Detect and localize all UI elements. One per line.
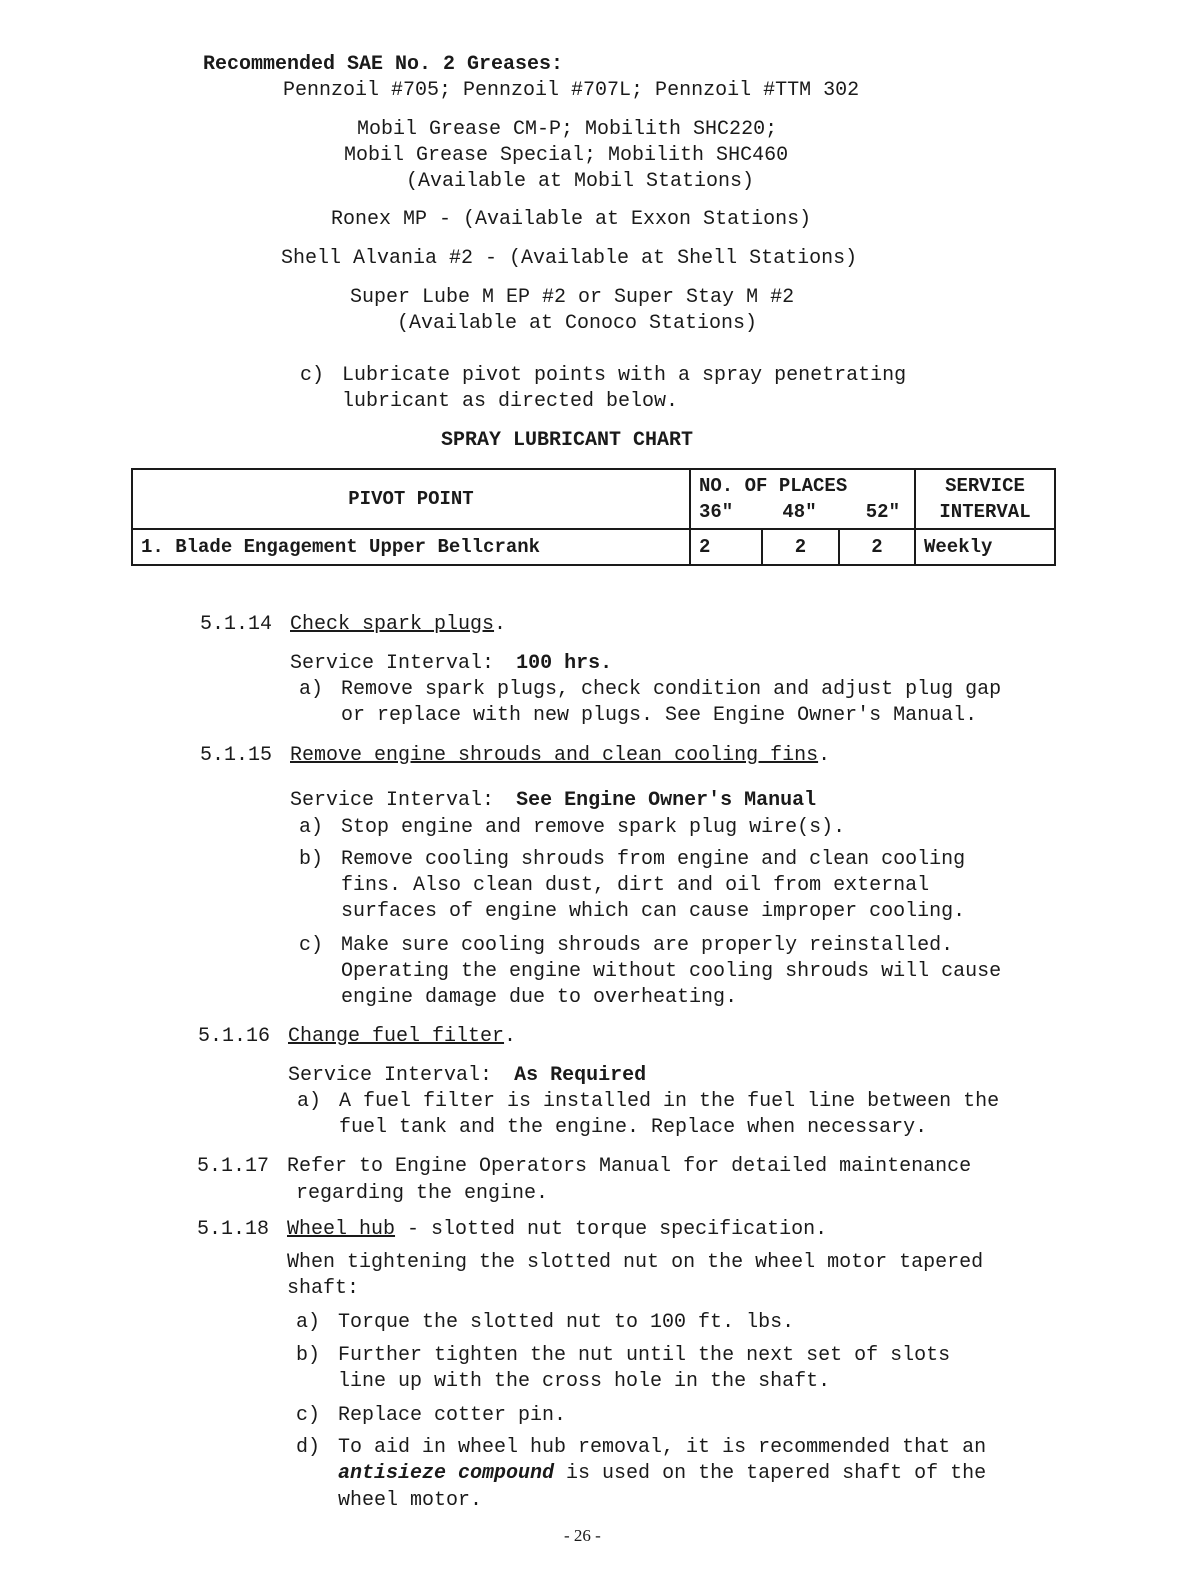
size-52: 52" [865, 501, 900, 523]
item-marker: a) [299, 816, 324, 839]
section-5-1-15-b-line3: surfaces of engine which can cause improper cooling. [341, 900, 966, 923]
section-5-1-15-interval [290, 788, 816, 814]
section-5-1-18-title-rest: - slotted nut torque specification. [395, 1218, 828, 1241]
section-5-1-15-b-line2: fins. Also clean dust, dirt and oil from external [341, 874, 930, 897]
interval-value: As Required [514, 1064, 647, 1087]
row-service-interval: Weekly [915, 529, 1055, 565]
table-row [132, 529, 1055, 565]
section-5-1-18-d-line2-rest: is used on the tapered shaft of the [554, 1462, 987, 1485]
section-5-1-18-a-line1: Torque the slotted nut to 100 ft. lbs. [338, 1311, 795, 1334]
item-marker: d) [296, 1436, 321, 1459]
section-5-1-18-d-line1: To aid in wheel hub removal, it is recommended that an [338, 1436, 987, 1459]
item-marker: c) [296, 1404, 321, 1427]
section-5-1-18-intro1: When tightening the slotted nut on the wheel motor tapered [287, 1251, 984, 1274]
section-5-1-17-line1: Refer to Engine Operators Manual for detailed maintenance [287, 1155, 972, 1178]
section-5-1-15-b-line1: Remove cooling shrouds from engine and clean cooling [341, 848, 966, 871]
size-36: 36" [699, 501, 734, 523]
header-service-line2: INTERVAL [939, 501, 1031, 523]
grease-pennzoil: Pennzoil #705; Pennzoil #707L; Pennzoil #TTM 302 [283, 79, 860, 102]
section-5-1-16-heading: Change fuel filter. [288, 1025, 517, 1048]
section-5-1-15-c-line1: Make sure cooling shrouds are properly reinstalled. [341, 934, 954, 957]
interval-label: Service Interval: [290, 652, 495, 675]
grease-heading: Recommended SAE No. 2 Greases: [203, 53, 564, 76]
grease-shell: Shell Alvania #2 - (Available at Shell Stations) [281, 247, 858, 270]
row-places-52: 2 [839, 529, 915, 565]
row-pivot-point: 1. Blade Engagement Upper Bellcrank [132, 529, 690, 565]
item-marker: b) [296, 1344, 321, 1367]
item-marker: a) [296, 1311, 321, 1334]
section-5-1-18-number: 5.1.18 [197, 1218, 270, 1241]
section-5-1-18-d-line2 [338, 1461, 986, 1487]
section-5-1-14-interval [290, 651, 612, 677]
header-sizes [699, 499, 906, 525]
grease-mobil-line1: Mobil Grease CM-P; Mobilith SHC220; [357, 118, 778, 141]
header-service-line1: SERVICE [945, 475, 1025, 497]
interval-label: Service Interval: [290, 789, 495, 812]
section-5-1-14-heading: Check spark plugs. [290, 613, 507, 636]
section-5-1-16-a-line1: A fuel filter is installed in the fuel line between the [339, 1090, 1000, 1113]
section-5-1-14-a-line1: Remove spark plugs, check condition and adjust plug gap [341, 678, 1002, 701]
page-number: - 26 - [564, 1526, 601, 1545]
section-5-1-16-interval [288, 1063, 646, 1089]
section-5-1-14-number: 5.1.14 [200, 613, 273, 636]
section-5-1-15-number: 5.1.15 [200, 744, 273, 767]
chart-header-row [132, 469, 1055, 529]
section-5-1-18-intro2: shaft: [287, 1277, 360, 1300]
grease-super-lube: Super Lube M EP #2 or Super Stay M #2 [350, 286, 795, 309]
section-5-1-14-a-line2: or replace with new plugs. See Engine Owner's Manual. [341, 704, 978, 727]
section-5-1-16-title: Change fuel filter [288, 1025, 505, 1048]
grease-mobil-availability: (Available at Mobil Stations) [406, 170, 755, 193]
section-5-1-15-c-line2: Operating the engine without cooling shrouds will cause [341, 960, 1002, 983]
header-places-label: NO. OF PLACES [699, 475, 848, 497]
size-48: 48" [782, 501, 817, 523]
section-5-1-18-c-line1: Replace cotter pin. [338, 1404, 567, 1427]
grease-conoco-availability: (Available at Conoco Stations) [397, 312, 758, 335]
item-marker: c) [299, 934, 324, 957]
section-5-1-18-b-line2: line up with the cross hole in the shaft. [338, 1370, 831, 1393]
section-5-1-18-b-line1: Further tighten the nut until the next set of slots [338, 1344, 951, 1367]
item-marker: a) [297, 1090, 322, 1113]
step-c-line1: Lubricate pivot points with a spray penetrating [342, 364, 907, 387]
section-5-1-16-number: 5.1.16 [198, 1025, 271, 1048]
header-no-of-places [690, 469, 915, 529]
section-5-1-16-a-line2: fuel tank and the engine. Replace when necessary. [339, 1116, 928, 1139]
section-5-1-17-number: 5.1.17 [197, 1155, 270, 1178]
step-c-line2: lubricant as directed below. [342, 390, 679, 413]
section-5-1-18-heading [287, 1217, 827, 1243]
section-5-1-15-c-line3: engine damage due to overheating. [341, 986, 738, 1009]
item-marker: b) [299, 848, 324, 871]
row-places-36: 2 [690, 529, 762, 565]
chart-title: SPRAY LUBRICANT CHART [441, 429, 694, 452]
header-service-interval [915, 469, 1055, 529]
section-5-1-15-title: Remove engine shrouds and clean cooling fins [290, 744, 819, 767]
step-c-marker: c) [300, 364, 325, 387]
section-5-1-18-d-line3: wheel motor. [338, 1489, 483, 1512]
row-places-48: 2 [762, 529, 839, 565]
section-5-1-17-line2: regarding the engine. [296, 1182, 549, 1205]
interval-label: Service Interval: [288, 1064, 493, 1087]
antisieze-compound-emphasis: antisieze compound [338, 1462, 555, 1485]
interval-value: See Engine Owner's Manual [516, 789, 817, 812]
section-5-1-15-a-line1: Stop engine and remove spark plug wire(s). [341, 816, 846, 839]
section-5-1-15-heading: Remove engine shrouds and clean cooling fins. [290, 744, 831, 767]
header-pivot-point: PIVOT POINT [132, 469, 690, 529]
grease-ronex: Ronex MP - (Available at Exxon Stations) [331, 208, 812, 231]
grease-mobil-line2: Mobil Grease Special; Mobilith SHC460 [344, 144, 789, 167]
spray-lubricant-chart [131, 468, 1056, 566]
section-5-1-14-title: Check spark plugs [290, 613, 495, 636]
interval-value: 100 hrs. [516, 652, 613, 675]
section-5-1-18-title: Wheel hub [287, 1218, 396, 1241]
item-marker: a) [299, 678, 324, 701]
